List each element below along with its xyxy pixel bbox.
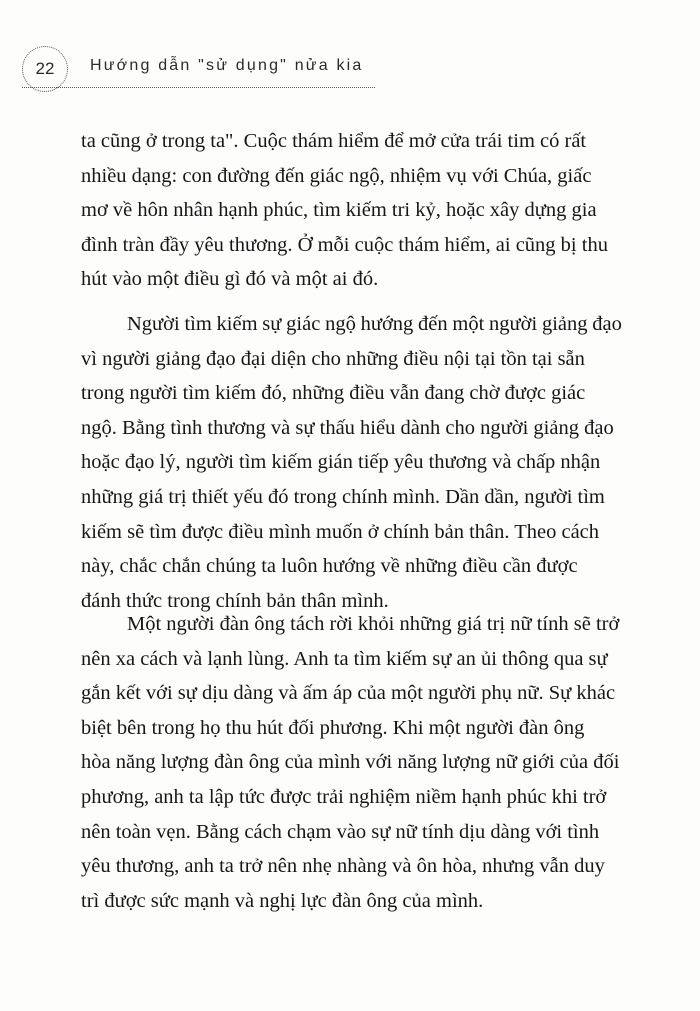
- paragraph-line: kiếm sẽ tìm được điều mình muốn ở chính bản thân. Theo cách: [81, 520, 600, 543]
- paragraph-line: trì được sức mạnh và nghị lực đàn ông của mình.: [81, 889, 484, 912]
- paragraph-line: hút vào một điều gì đó và một ai đó.: [81, 268, 379, 291]
- paragraph-line: này, chắc chắn chúng ta luôn hướng về những điều cần được: [81, 555, 578, 578]
- paragraph-line: trong người tìm kiếm đó, những điều vẫn đang chờ được giác: [81, 382, 586, 405]
- paragraph-line: mơ về hôn nhân hạnh phúc, tìm kiếm tri kỷ, hoặc xây dựng gia: [81, 199, 597, 222]
- paragraph-line: biệt bên trong họ thu hút đối phương. Khi một người đàn ông: [81, 716, 585, 739]
- running-title: Hướng dẫn "sử dụng" nửa kia: [90, 57, 364, 74]
- paragraph-line: nên xa cách và lạnh lùng. Anh ta tìm kiếm sự an ủi thông qua sự: [81, 647, 608, 670]
- page-number: 22: [35, 59, 55, 78]
- header-dotted-rule: [22, 87, 375, 88]
- paragraph-line: đình tràn đầy yêu thương. Ở mỗi cuộc thám hiểm, ai cũng bị thu: [81, 233, 608, 256]
- paragraph-line: những giá trị thiết yếu đó trong chính mình. Dần dần, người tìm: [81, 485, 605, 508]
- paragraph-line: gắn kết với sự dịu dàng và ấm áp của một người phụ nữ. Sự khác: [81, 682, 616, 705]
- paragraph-line: ngộ. Bằng tình thương và sự thấu hiểu dành cho người giảng đạo: [81, 416, 614, 439]
- paragraph-line: Một người đàn ông tách rời khỏi những giá trị nữ tính sẽ trở: [127, 613, 620, 635]
- running-header: [22, 46, 382, 96]
- paragraph-line: hòa năng lượng đàn ông của mình với năng lượng nữ giới của đối: [81, 751, 620, 774]
- paragraph-line: nhiều dạng: con đường đến giác ngộ, nhiệm vụ với Chúa, giấc: [81, 164, 592, 187]
- paragraph-3: [81, 607, 622, 918]
- paragraph-line: yêu thương, anh ta trở nên nhẹ nhàng và ôn hòa, nhưng vẫn duy: [81, 855, 605, 878]
- paragraph-line: ta cũng ở trong ta". Cuộc thám hiểm để mở cửa trái tim có rất: [81, 130, 587, 152]
- paragraph-line: đánh thức trong chính bản thân mình.: [81, 589, 389, 612]
- paragraph-line: nên toàn vẹn. Bằng cách chạm vào sự nữ tính dịu dàng với tình: [81, 820, 600, 843]
- paragraph-line: vì người giảng đạo đại diện cho những điều nội tại tồn tại sẵn: [81, 347, 585, 370]
- paragraph-2: [81, 307, 622, 618]
- paragraph-line: Người tìm kiếm sự giác ngộ hướng đến một người giảng đạo: [127, 313, 622, 335]
- paragraph-line: hoặc đạo lý, người tìm kiếm gián tiếp yêu thương và chấp nhận: [81, 451, 601, 474]
- paragraph-1: [81, 124, 622, 297]
- paragraph-line: phương, anh ta lập tức được trải nghiệm niềm hạnh phúc khi trở: [81, 785, 607, 808]
